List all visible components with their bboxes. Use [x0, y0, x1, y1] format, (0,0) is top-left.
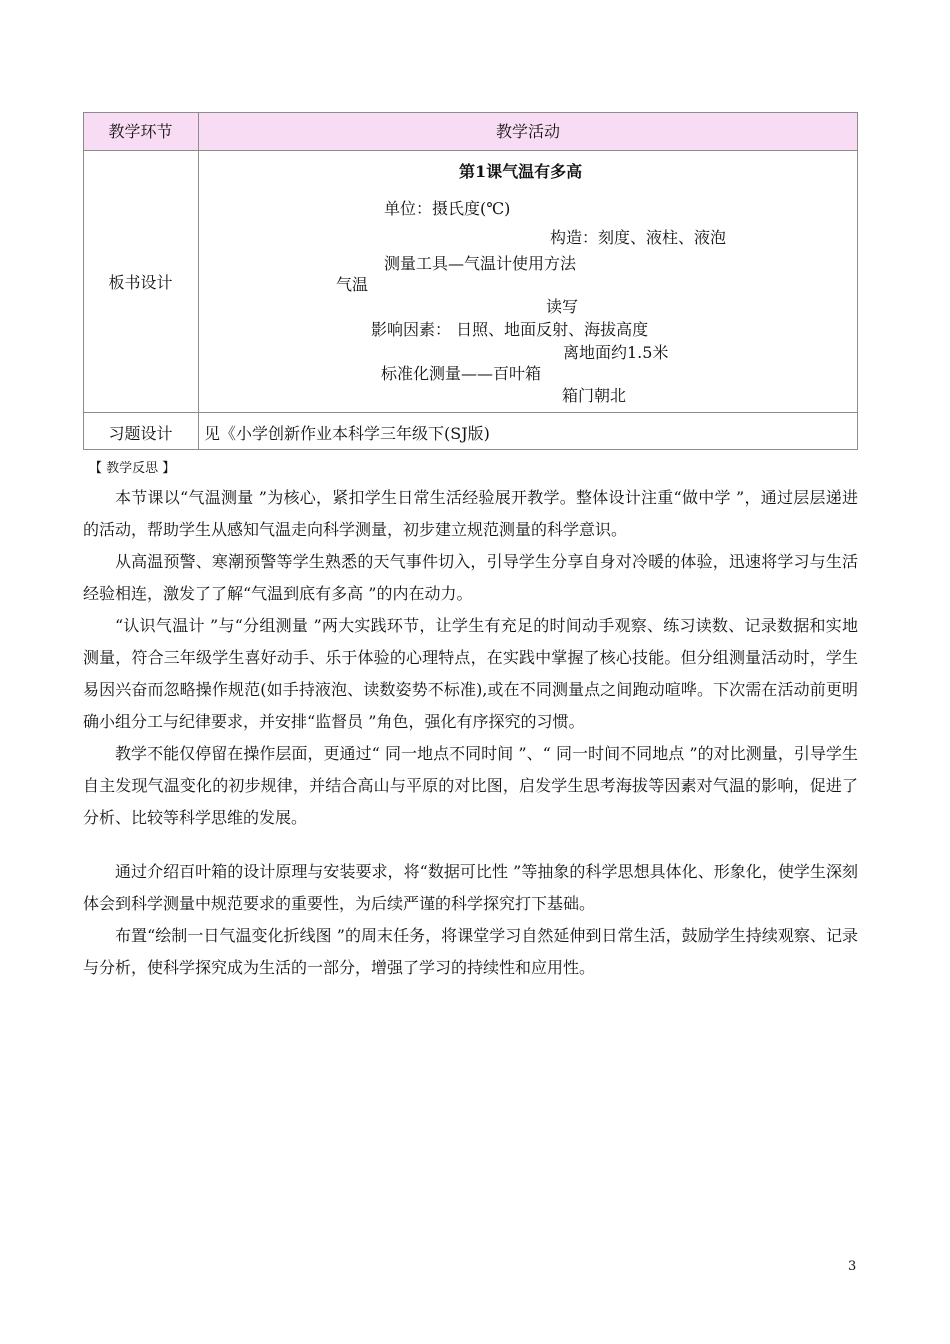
- board-line-center: 气温: [336, 275, 369, 294]
- exercise-design-label: 习题设计: [108, 424, 173, 443]
- reflection-paragraph: “认识气温计 ”与“分组测量 ”两大实践环节，让学生有充足的时间动手观察、练习读数、记录数据和实地测量，符合三年级学生喜好动手、乐于体验的心理特点，在实践中掌握了核心技能。但分组测量活动时，学生易因兴奋而忽略操作规范(如手持液泡、读数姿势不标准),或在不同测量点之间跑动喧哗。下次需在活动前更明确小组分工与纪律要求，并安排“监督员 ”角色，强化有序探究的习惯。: [83, 616, 858, 731]
- board-line-tool: 测量工具—气温计使用方法: [384, 254, 577, 273]
- board-line-read-write: 读写: [546, 297, 579, 316]
- table-border-right: [857, 112, 858, 450]
- table-border-top: [83, 112, 858, 113]
- board-design-label: 板书设计: [108, 273, 173, 292]
- table-border-row-divider: [83, 412, 858, 413]
- board-line-height: 离地面约1.5米: [563, 343, 669, 362]
- reflection-paragraph: 通过介绍百叶箱的设计原理与安装要求，将“数据可比性 ”等抽象的科学思想具体化、形象化，使学生深刻体会到科学测量中规范要求的重要性，为后续严谨的科学探究打下基础。: [83, 862, 858, 913]
- table-border-header-bottom: [83, 150, 858, 151]
- table-header-activity: 教学活动: [495, 122, 560, 141]
- reflection-paragraph: 本节课以“气温测量 ”为核心，紧扣学生日常生活经验展开教学。整体设计注重“做中学 ”，通过层层递进的活动，帮助学生从感知气温走向科学测量，初步建立规范测量的科学意识。: [83, 488, 858, 539]
- table-header-stage: 教学环节: [108, 122, 173, 141]
- table-border-bottom: [83, 449, 858, 450]
- page-number: 3: [848, 1259, 857, 1274]
- board-line-factors: 影响因素： 日照、地面反射、海拔高度: [371, 320, 649, 339]
- reflection-paragraph: 从高温预警、寒潮预警等学生熟悉的天气事件切入，引导学生分享自身对冷暖的体验，迅速将学习与生活经验相连，激发了了解“气温到底有多高 ”的内在动力。: [83, 552, 858, 603]
- lesson-title: 第1课气温有多高: [459, 162, 583, 181]
- table-border-column-divider: [198, 112, 199, 450]
- reflection-paragraph: 教学不能仅停留在操作层面，更通过“ 同一地点不同时间 ”、“ 同一时间不同地点 ”的对比测量，引导学生自主发现气温变化的初步规律，并结合高山与平原的对比图，启发学生思考海拔等因素对气温的影响，促进了分析、比较等科学思维的发展。: [83, 744, 858, 827]
- reflection-heading: 【 教学反思 】: [89, 461, 176, 476]
- board-line-standard: 标准化测量——百叶箱: [381, 364, 542, 383]
- board-line-structure: 构造：刻度、液柱、液泡: [550, 228, 727, 247]
- board-line-unit: 单位：摄氏度(℃): [384, 199, 511, 218]
- board-line-door: 箱门朝北: [562, 386, 627, 405]
- exercise-design-content: 见《小学创新作业本科学三年级下(SJ版): [204, 424, 490, 443]
- reflection-paragraph: 布置“绘制一日气温变化折线图 ”的周末任务，将课堂学习自然延伸到日常生活，鼓励学生持续观察、记录与分析，使科学探究成为生活的一部分，增强了学习的持续性和应用性。: [83, 926, 858, 977]
